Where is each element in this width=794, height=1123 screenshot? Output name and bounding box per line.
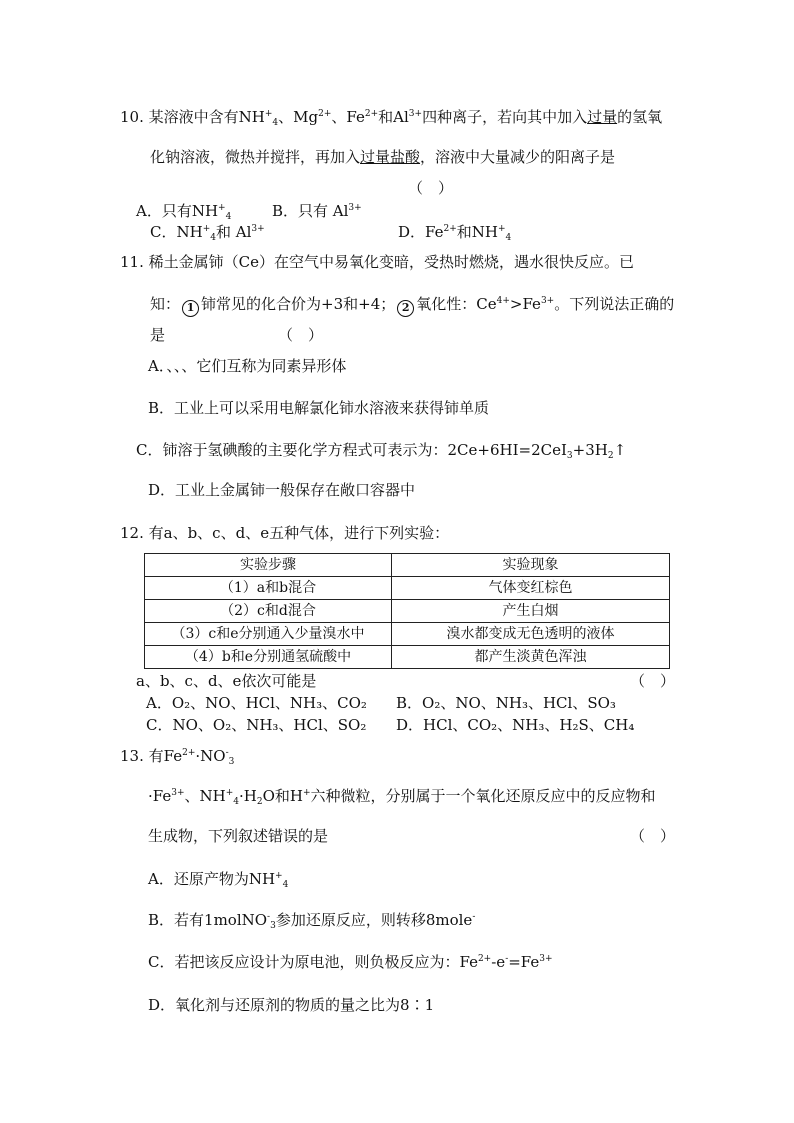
text: -e xyxy=(491,953,506,971)
table-cell: 都产生淡黄色浑浊 xyxy=(392,646,670,669)
text: 铈常见的化合价为+3和+4； xyxy=(201,295,396,313)
text: B．只有 Al xyxy=(272,202,349,220)
q13-option-c: C．若把该反应设计为原电池，则负极反应为：$Fe^{2+}-e^-=Fe^{3+}$ xyxy=(148,953,553,971)
q12-option-d: D．HCl、CO₂、NH₃、H₂S、CH₄ xyxy=(396,716,635,734)
text: C．NH xyxy=(150,223,203,241)
text: ，溶液中大量减少的阳离子是 xyxy=(420,148,616,166)
text: D．Fe xyxy=(398,223,444,241)
table-header: 实验现象 xyxy=(392,554,670,577)
text: ·Fe xyxy=(148,787,172,805)
text: 参加还原反应，则转移8mole xyxy=(275,911,473,929)
text: C．若把该反应设计为原电池，则负极反应为：Fe xyxy=(148,953,478,971)
text: +3H xyxy=(572,441,608,459)
table-cell: （1）a和b混合 xyxy=(145,577,392,600)
text: ·NO xyxy=(195,747,226,765)
table-cell: （2）c和d混合 xyxy=(145,600,392,623)
q11-option-a: A．、、、它们互称为同素异形体 xyxy=(148,357,347,375)
question-number: 12. xyxy=(120,524,144,542)
table-cell: （3）c和e分别通入少量溴水中 xyxy=(145,623,392,646)
table-row xyxy=(145,646,670,669)
q10-line-1: 10. 某溶液中含有$NH^+_4$、$Mg^{2+}$、$Fe^{2+}$和$Al^{3+}$四种离子，若向其中加入过量的氢氧 xyxy=(120,108,663,128)
q12-option-b: B．O₂、NO、NH₃、HCl、SO₃ xyxy=(396,694,616,712)
underlined-text: 过量盐酸 xyxy=(360,148,421,166)
table-cell: 气体变红棕色 xyxy=(392,577,670,600)
table-cell: 溴水都变成无色透明的液体 xyxy=(392,623,670,646)
q12-question: a、b、c、d、e依次可能是 xyxy=(136,672,317,690)
q13-option-a: A．还原产物为$NH^+_4$ xyxy=(148,870,289,890)
text: 和Al xyxy=(378,108,409,126)
table-header: 实验步骤 xyxy=(145,554,392,577)
text: =Fe xyxy=(508,953,540,971)
text: 四种离子，若向其中加入 xyxy=(422,108,588,126)
table-cell: 产生白烟 xyxy=(392,600,670,623)
q10-option-b: B．只有 $Al^{3+}$ xyxy=(272,202,362,220)
q12-option-c: C．NO、O₂、NH₃、HCl、SO₂ xyxy=(146,716,367,734)
q11-option-b: B．工业上可以采用电解氯化铈水溶液来获得铈单质 xyxy=(148,399,490,417)
text: B．若有1molNO xyxy=(148,911,268,929)
q10-option-d: D．$Fe^{2+}$和$NH^+_4$ xyxy=(398,223,512,243)
q13-answer-paren: （ ） xyxy=(630,827,676,845)
q12-answer-paren: （ ） xyxy=(630,672,676,690)
q12-intro xyxy=(120,523,449,543)
table-row xyxy=(145,600,670,623)
text: 。下列说法正确的 xyxy=(554,295,675,313)
text: ↑ xyxy=(613,441,627,459)
text: A．只有NH xyxy=(136,202,219,220)
text: 有Fe xyxy=(148,747,183,765)
question-number: 11. xyxy=(120,253,144,271)
q13-option-b: B．若有1molNO-$_3$参加还原反应，则转移8mole- xyxy=(148,911,476,931)
q12-option-a: A．O₂、NO、HCl、NH₃、CO₂ xyxy=(146,694,367,712)
text: O和H xyxy=(262,787,303,805)
text: C．铈溶于氢碘酸的主要化学方程式可表示为：2Ce+6HI=2CeI xyxy=(136,441,567,459)
circled-number-2: 2 xyxy=(397,300,414,317)
q10-answer-paren: （ ） xyxy=(408,179,454,197)
text: 六种微粒，分别属于一个氧化还原反应中的反应物和 xyxy=(310,787,656,805)
text: ·H xyxy=(239,787,257,805)
experiment-table xyxy=(144,553,670,669)
table-row xyxy=(145,577,670,600)
text: 化钠溶液，微热并搅拌，再加入 xyxy=(150,148,361,166)
text: 、Fe xyxy=(331,108,365,126)
q10-line-2 xyxy=(150,147,615,167)
text: 、Mg xyxy=(278,108,319,126)
q13-line-1: 13. 有$Fe^{2+}\cdot NO^-_3$ xyxy=(120,747,235,767)
q11-option-c: C．铈溶于氢碘酸的主要化学方程式可表示为：$2Ce+6HI=2CeI_3+3H_2↑$ xyxy=(136,441,627,461)
text: 稀土金属铈（Ce）在空气中易氧化变暗，受热时燃烧，遇水很快反应。已 xyxy=(148,253,634,271)
text: A．还原产物为NH xyxy=(148,870,276,888)
table-row xyxy=(145,623,670,646)
circled-number-1: 1 xyxy=(182,300,199,317)
q11-line-1 xyxy=(120,252,634,272)
text: 有a、b、c、d、e五种气体，进行下列实验： xyxy=(148,524,450,542)
q11-line-3: 是 xyxy=(150,326,166,344)
text: 的氢氧 xyxy=(617,108,663,126)
table-cell: （4）b和e分别通氢硫酸中 xyxy=(145,646,392,669)
q11-line-2: 知： 1 铈常见的化合价为+3和+4； 2 氧化性：$Ce^{4+}>Fe^{3+}$。下列说法正确的 xyxy=(150,294,674,317)
table-header-row xyxy=(145,554,670,577)
q11-answer-paren: （ ） xyxy=(278,326,324,344)
text: 和 Al xyxy=(215,223,252,241)
q13-option-d: D．氧化剂与还原剂的物质的量之比为8∶1 xyxy=(148,996,435,1014)
question-number: 10. xyxy=(120,108,144,126)
text: 某溶液中含有NH xyxy=(148,108,265,126)
q10-option-c: C．$NH^+_4$和 $Al^{3+}$ xyxy=(150,223,265,243)
q10-option-a: A．只有$NH^+_4$ xyxy=(136,202,232,222)
text: 知： xyxy=(150,295,181,313)
q13-line-3: 生成物，下列叙述错误的是 xyxy=(148,827,329,845)
q11-option-d: D．工业上金属铈一般保存在敞口容器中 xyxy=(148,481,416,499)
text: 、NH xyxy=(184,787,226,805)
q13-line-2: $\cdot Fe^{3+}$、$NH^+_4\cdot H_2O$和H+六种微粒，分别属于一个氧化还原反应中的反应物和 xyxy=(148,787,656,807)
question-number: 13. xyxy=(120,747,144,765)
text: 和NH xyxy=(456,223,498,241)
underlined-text: 过量 xyxy=(587,108,618,126)
text: >Fe xyxy=(509,295,541,313)
text: 氧化性：Ce xyxy=(416,295,497,313)
